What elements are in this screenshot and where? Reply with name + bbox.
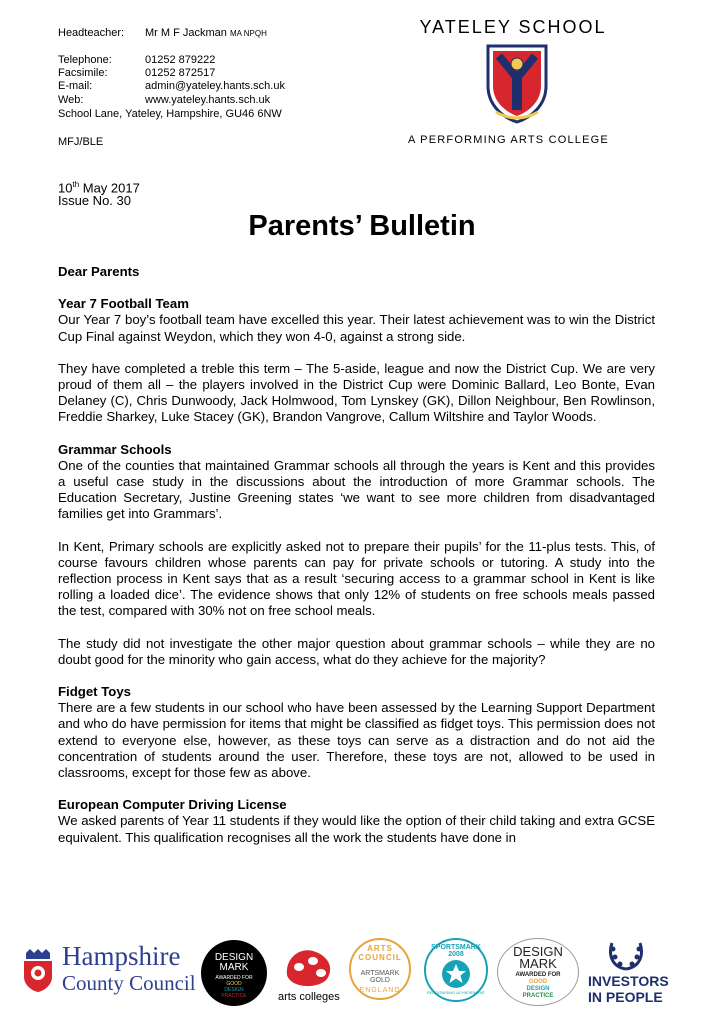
- investors-wreath-icon: [606, 939, 646, 971]
- sportsmark-logo: SPORTSMARK 2008 RECOGNISING ACHIEVEMENT: [424, 938, 488, 1002]
- school-name: YATELEY SCHOOL: [419, 17, 607, 37]
- ecdl-heading: European Computer Driving License: [58, 797, 287, 813]
- arts-colleges-icon: [283, 945, 337, 989]
- school-address: School Lane, Yateley, Hampshire, GU46 6NW: [58, 108, 282, 120]
- email-row: [58, 79, 358, 93]
- hampshire-line1: Hampshire: [62, 941, 181, 971]
- bulletin-body: [58, 264, 655, 846]
- date-day: 10: [58, 180, 73, 196]
- arts-council-logo: ARTS COUNCIL ARTSMARK GOLD ENGLAND: [349, 938, 411, 1000]
- reference-code: MFJ/BLE: [58, 136, 104, 148]
- school-crest-icon: [484, 42, 550, 124]
- hampshire-line2: County Council: [62, 971, 196, 995]
- web-row: [58, 93, 358, 107]
- star-icon: [441, 959, 471, 989]
- headteacher-quals: MA NPQH: [229, 29, 267, 38]
- football-paragraph-2: They have completed a treble this term – The 5-aside, league and now the District Cup. We are very proud of them all – the players involved in the District Cup were Dominic Ballard, Leo Bonte, Evan Delaney (C), Chris Dunwoody, Jack Holmwood, Tom Lynskey (GK), Dillon Neighbour, Ben Rowlinson, Freddie Sharkey, Luke Stacey (GK), Brandon Vangrove, Callum Wiltshire and Taylor Woods.: [58, 360, 655, 425]
- grammar-paragraph-1: One of the counties that maintained Grammar schools all through the years is Kent and this provides a useful case study in the discussions about the introduction of more Grammar schools. The Education Secretary, Justine Greening states ‘we want to see more children from disadvantaged families get into Grammars’.: [58, 457, 655, 522]
- fax-row: [58, 66, 358, 80]
- accreditation-logos: [0, 935, 724, 1015]
- email-link[interactable]: admin@yateley.hants.sch.uk: [145, 80, 285, 92]
- ecdl-paragraph-1: We asked parents of Year 11 students if they would like the option of their child taking and extra GCSE equivalent. This qualification recognises all the work the students have done in: [58, 813, 655, 845]
- hampshire-crest-icon: [20, 947, 56, 993]
- grammar-paragraph-2: In Kent, Primary schools are explicitly asked not to prepare their pupils’ for the 11-plus tests. This, of course favours children whose parents can pay for private schools or tutoring. A study into the reflection process in Kent says that as a result ‘securing access to a grammar school in Kent is like rolling a loaded dice’. The evidence shows that only 12% of students on free schools meals passed the test, compared with 30% not on free school meals.: [58, 538, 655, 619]
- fidget-heading: Fidget Toys: [58, 684, 132, 700]
- college-tagline: A PERFORMING ARTS COLLEGE: [408, 134, 609, 146]
- headteacher-name: Mr M F Jackman: [145, 27, 227, 39]
- date-suffix: th: [72, 180, 80, 189]
- fax-label: Facsimile:: [58, 67, 108, 79]
- telephone-value: 01252 879222: [145, 54, 216, 66]
- grammar-paragraph-3: The study did not investigate the other major question about grammar schools – while they are no doubt good for the minority who gain access, what do they achieve for the majority?: [58, 635, 655, 667]
- arts-colleges-label: arts colleges: [278, 991, 340, 1003]
- football-paragraph-1: Our Year 7 boy’s football team have excelled this year. Their latest achievement was to win the District Cup Final against Weydon, which they won 4-0, against a strong side.: [58, 312, 655, 344]
- designmark-logo-2: DESIGN MARK AWARDED FOR GOOD DESIGN PRACTICE: [497, 938, 579, 1006]
- web-link[interactable]: www.yateley.hants.sch.uk: [145, 94, 271, 106]
- headteacher-row: [58, 26, 358, 40]
- telephone-label: Telephone:: [58, 54, 112, 66]
- email-label: E-mail:: [58, 80, 93, 92]
- headteacher-label: Headteacher:: [58, 27, 125, 39]
- salutation: Dear Parents: [58, 264, 140, 279]
- fax-value: 01252 872517: [145, 67, 216, 79]
- investors-line2: IN PEOPLE: [588, 989, 663, 1005]
- football-heading: Year 7 Football Team: [58, 296, 189, 312]
- telephone-row: [58, 53, 358, 67]
- designmark-logo-1: DESIGN MARK AWARDED FOR GOOD DESIGN PRACTICE: [201, 940, 267, 1006]
- grammar-heading: Grammar Schools: [58, 441, 172, 457]
- issue-number: Issue No. 30: [58, 193, 131, 208]
- page-title: Parents’ Bulletin: [248, 210, 476, 242]
- fidget-paragraph-1: There are a few students in our school who have been assessed by the Learning Support Department and who do have permission for items that might be classified as fidget toys. This permission does not extend to everyone else, however, as these toys can serve as a distraction and do not aid the concentration of students around the user. Therefore, these toys are not, allowed to be used in classrooms, except for those few as above.: [58, 700, 655, 781]
- contact-block: [58, 26, 358, 146]
- web-label: Web:: [58, 94, 84, 106]
- investors-line1: INVESTORS: [588, 973, 669, 989]
- date-rest: May 2017: [79, 180, 140, 196]
